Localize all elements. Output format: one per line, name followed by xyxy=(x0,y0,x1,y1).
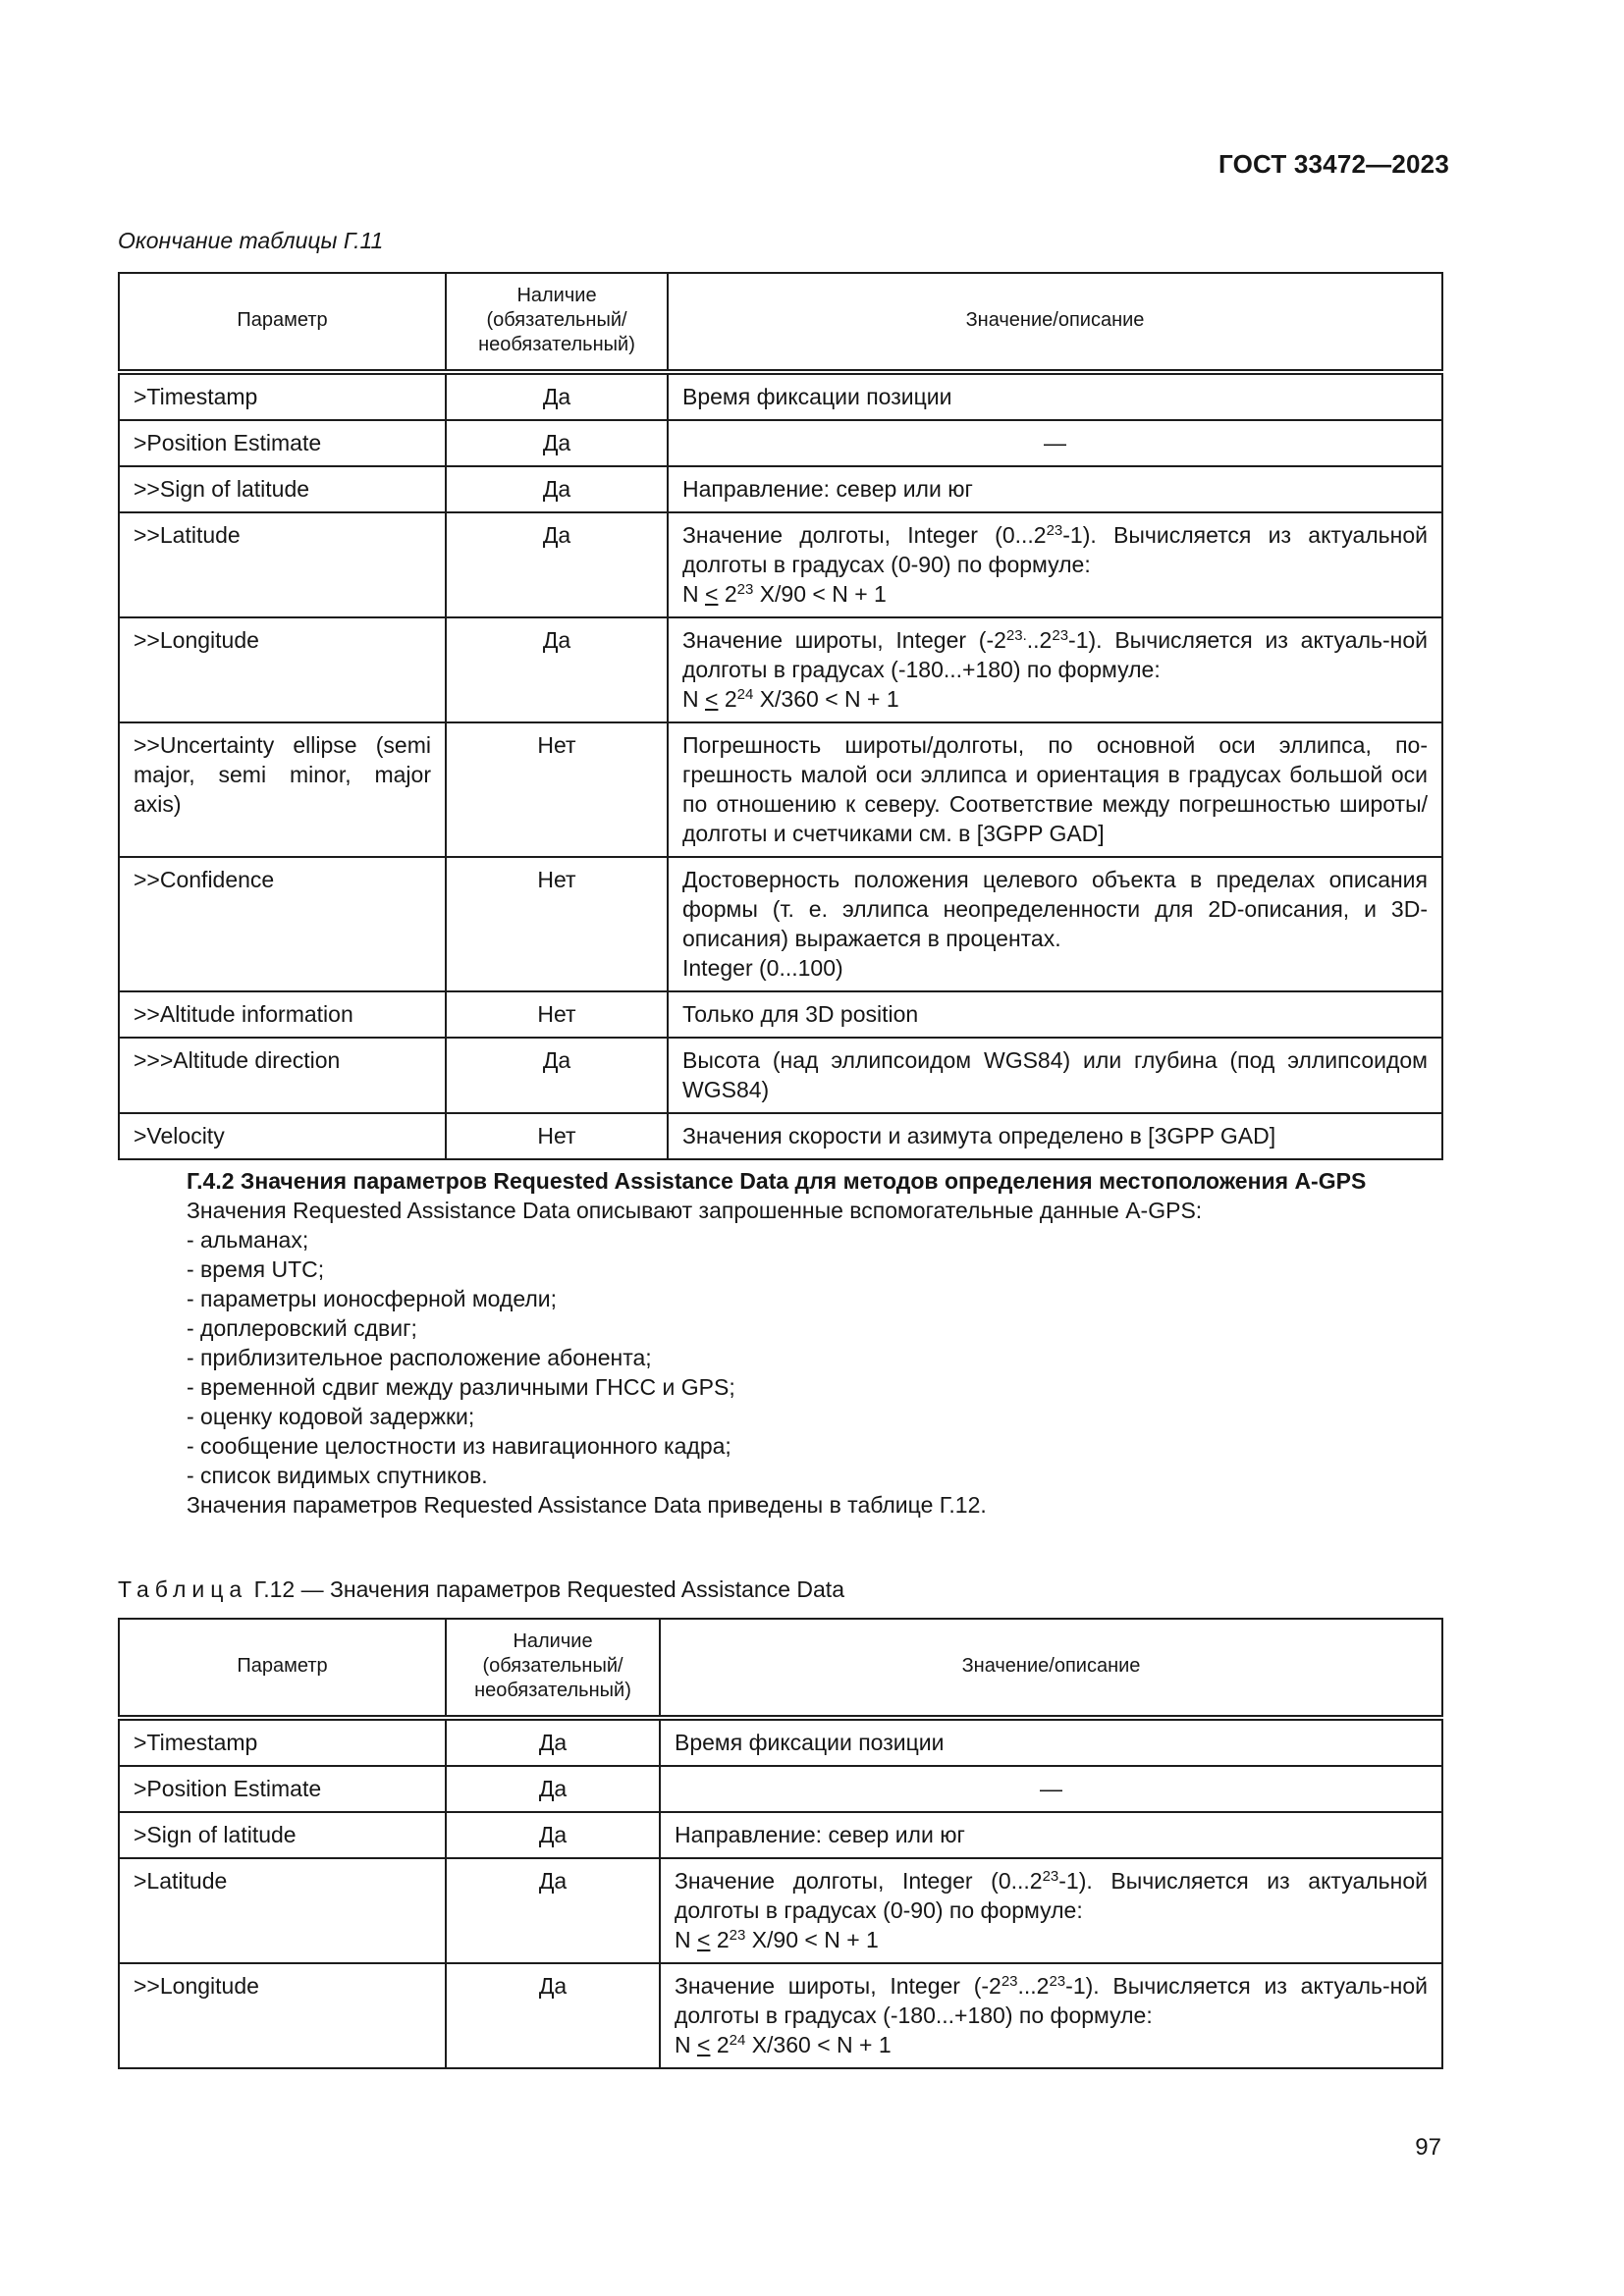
formula: $N < 2^{23}$ X/90 < N + 1 xyxy=(682,581,887,607)
section-intro: Значения Requested Assistance Data описывают запрошенные вспомогательные данные A-GPS: xyxy=(187,1198,1203,1223)
formula: $N < 2^{23}$ X/90 < N + 1 xyxy=(675,1927,879,1952)
presence-cell: Да xyxy=(446,1812,660,1858)
description-text: Integer (0...100) xyxy=(682,955,843,981)
param-cell: >>Sign of latitude xyxy=(119,466,446,512)
presence-cell: Да xyxy=(446,466,668,512)
description-text: -1). Вычисляется из актуаль-ной долготы в градусах (-180...+180) по формуле: xyxy=(682,627,1428,682)
table-header-row xyxy=(119,1619,1442,1718)
parameters-table-g12 xyxy=(118,1618,1443,2069)
param-cell: >>Altitude information xyxy=(119,991,446,1038)
presence-cell: Да xyxy=(446,372,668,420)
description-text: ...2 xyxy=(1017,1973,1050,1999)
param-cell: >>>Altitude direction xyxy=(119,1038,446,1113)
table-row xyxy=(119,1812,1442,1858)
description-cell: — xyxy=(660,1766,1442,1812)
param-cell: >Timestamp xyxy=(119,1718,446,1766)
presence-cell: Да xyxy=(446,1963,660,2068)
column-header-description: Значение/описание xyxy=(668,273,1442,372)
table-row xyxy=(119,857,1442,991)
description-cell: Погрешность широты/долготы, по основной оси эллипса, по-грешность малой оси эллипса и ориентация в градусах большой оси по отношению к северу. Соответствие между погрешностью широты/долготы и счетчиками см. в [3GPP GAD] xyxy=(668,722,1442,857)
section-g42 xyxy=(118,1166,1441,1520)
presence-cell: Да xyxy=(446,617,668,722)
description-cell: Время фиксации позиции xyxy=(668,372,1442,420)
param-cell: >Timestamp xyxy=(119,372,446,420)
description-text: -1). Вычисляется из актуальной долготы в градусах (0-90) по формуле: xyxy=(675,1868,1428,1923)
description-cell xyxy=(668,512,1442,617)
list-item: - параметры ионосферной модели; xyxy=(187,1286,558,1311)
exponent: 23 xyxy=(1046,522,1063,539)
param-cell: >Latitude xyxy=(119,1858,446,1963)
column-header-presence: Наличие (обязательный/ необязательный) xyxy=(446,1619,660,1718)
description-text: Достоверность положения целевого объекта в пределах описания формы (т. е. эллипса неопределенности для 2D-описания, и 3D-описания) выражается в процентах. xyxy=(682,867,1428,951)
exponent: 23. xyxy=(1005,627,1027,644)
table-row xyxy=(119,1038,1442,1113)
table-continuation-caption: Окончание таблицы Г.11 xyxy=(118,228,384,253)
exponent: 23 xyxy=(1049,1973,1066,1990)
table-header-row xyxy=(119,273,1442,372)
description-cell: Высота (над эллипсоидом WGS84) или глубина (под эллипсоидом WGS84) xyxy=(668,1038,1442,1113)
parameters-table-g11 xyxy=(118,272,1443,1160)
description-cell xyxy=(660,1963,1442,2068)
list-item: - время UTC; xyxy=(187,1256,325,1282)
list-item: - временной сдвиг между различными ГНСС и GPS; xyxy=(187,1374,735,1400)
description-text: -1). Вычисляется из актуальной долготы в градусах (0-90) по формуле: xyxy=(682,522,1428,577)
param-cell: >Sign of latitude xyxy=(119,1812,446,1858)
param-cell: >>Longitude xyxy=(119,617,446,722)
table-row xyxy=(119,420,1442,466)
column-header-presence: Наличие (обязательный/ необязательный) xyxy=(446,273,668,372)
description-cell: Время фиксации позиции xyxy=(660,1718,1442,1766)
exponent: 23 xyxy=(1042,1868,1059,1885)
param-cell: >>Latitude xyxy=(119,512,446,617)
list-item: - альманах; xyxy=(187,1227,309,1253)
column-header-parameter: Параметр xyxy=(119,1619,446,1718)
caption-text: Г.12 — Значения параметров Requested Assistance Data xyxy=(247,1576,844,1602)
description-cell xyxy=(668,617,1442,722)
table-row xyxy=(119,991,1442,1038)
description-text: ..2 xyxy=(1026,627,1053,653)
formula: $N < 2^{24}$ X/360 < N + 1 xyxy=(682,686,899,712)
table-row xyxy=(119,466,1442,512)
description-cell xyxy=(668,857,1442,991)
table-row xyxy=(119,1113,1442,1159)
presence-cell: Да xyxy=(446,1766,660,1812)
description-cell: Только для 3D position xyxy=(668,991,1442,1038)
table-row xyxy=(119,722,1442,857)
presence-cell: Да xyxy=(446,420,668,466)
column-header-parameter: Параметр xyxy=(119,273,446,372)
table-row xyxy=(119,1963,1442,2068)
description-text: -1). Вычисляется из актуаль-ной долготы в градусах (-180...+180) по формуле: xyxy=(675,1973,1428,2028)
param-cell: >>Confidence xyxy=(119,857,446,991)
table-row xyxy=(119,512,1442,617)
table-row xyxy=(119,372,1442,420)
exponent: 23 xyxy=(1052,627,1069,644)
exponent: 23 xyxy=(1001,1973,1018,1990)
section-heading: Г.4.2 Значения параметров Requested Assistance Data для методов определения местоположения A-GPS xyxy=(187,1168,1367,1194)
param-cell: >Position Estimate xyxy=(119,1766,446,1812)
standard-number: ГОСТ 33472—2023 xyxy=(1218,149,1449,179)
list-item: - список видимых спутников. xyxy=(187,1463,488,1488)
list-item: - приблизительное расположение абонента; xyxy=(187,1345,652,1370)
param-cell: >>Uncertainty ellipse (semi major, semi minor, major axis) xyxy=(119,722,446,857)
param-cell: >Velocity xyxy=(119,1113,446,1159)
description-text: Значение долготы, Integer (0...2 xyxy=(682,522,1047,548)
table-caption-g12 xyxy=(118,1576,844,1603)
list-item: - сообщение целостности из навигационного кадра; xyxy=(187,1433,731,1459)
description-text: Значение широты, Integer (-2 xyxy=(675,1973,1001,1999)
column-header-description: Значение/описание xyxy=(660,1619,1442,1718)
table-row xyxy=(119,1766,1442,1812)
list-item: - доплеровский сдвиг; xyxy=(187,1315,417,1341)
param-cell: >>Longitude xyxy=(119,1963,446,2068)
presence-cell: Да xyxy=(446,1718,660,1766)
description-cell: Направление: север или юг xyxy=(660,1812,1442,1858)
table-row xyxy=(119,1718,1442,1766)
table-row xyxy=(119,1858,1442,1963)
presence-cell: Нет xyxy=(446,1113,668,1159)
param-cell: >Position Estimate xyxy=(119,420,446,466)
description-cell: Направление: север или юг xyxy=(668,466,1442,512)
presence-cell: Нет xyxy=(446,991,668,1038)
description-text: Значение долготы, Integer (0...2 xyxy=(675,1868,1043,1894)
presence-cell: Да xyxy=(446,1038,668,1113)
presence-cell: Да xyxy=(446,1858,660,1963)
list-item: - оценку кодовой задержки; xyxy=(187,1404,475,1429)
description-text: Значение широты, Integer (-2 xyxy=(682,627,1006,653)
presence-cell: Да xyxy=(446,512,668,617)
description-cell: — xyxy=(668,420,1442,466)
page-number: 97 xyxy=(1415,2134,1441,2161)
presence-cell: Нет xyxy=(446,722,668,857)
presence-cell: Нет xyxy=(446,857,668,991)
formula: $N < 2^{24}$ X/360 < N + 1 xyxy=(675,2032,892,2057)
section-outro: Значения параметров Requested Assistance Data приведены в таблице Г.12. xyxy=(187,1492,987,1518)
table-row xyxy=(119,617,1442,722)
description-cell: Значения скорости и азимута определено в [3GPP GAD] xyxy=(668,1113,1442,1159)
description-cell xyxy=(660,1858,1442,1963)
caption-word: Таблица xyxy=(118,1576,248,1602)
